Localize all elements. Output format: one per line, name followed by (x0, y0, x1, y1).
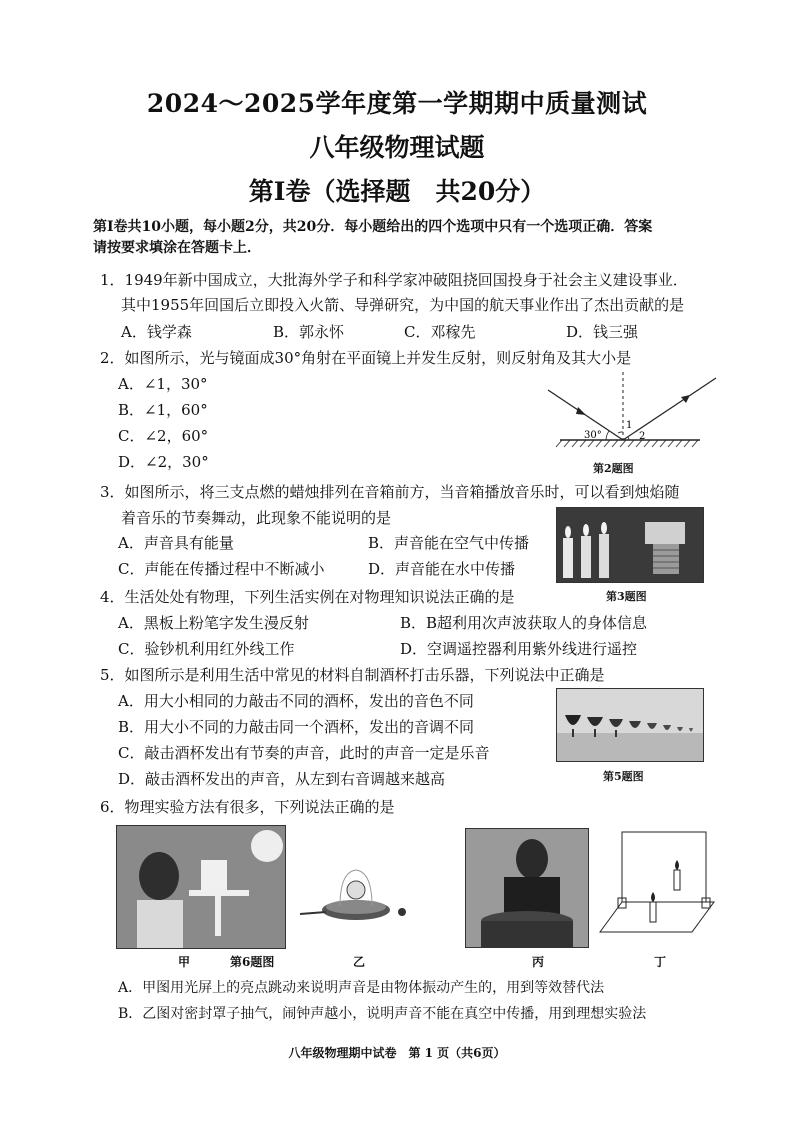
table-surface (600, 902, 714, 932)
figure-3-caption: 第3题图 (606, 590, 647, 603)
figure-6-ding-plane-mirror (598, 828, 716, 940)
candles-speaker-photo (556, 507, 704, 583)
angle-arc-1 (618, 432, 623, 433)
figure-6-caption: 第6题图 (230, 955, 275, 969)
question-5-option-a: A．用大小相同的力敲击不同的酒杯，发出的音色不同 (118, 692, 474, 710)
flame-icon (601, 522, 607, 534)
candle-icon (563, 538, 573, 578)
angle-label-1: 1 (626, 420, 633, 431)
person-icon (139, 852, 179, 900)
speaker-icon (645, 522, 685, 544)
reflected-arrow-icon (681, 395, 690, 403)
glass-plate (622, 832, 706, 902)
question-1-option-b: B．郭永怀 (273, 323, 345, 341)
figure-5-caption: 第5题图 (603, 770, 644, 783)
question-3-line-1: 3．如图所示，将三支点燃的蜡烛排列在音箱前方，当音箱播放音乐时，可以看到烛焰随 (100, 483, 680, 501)
flame-icon (675, 860, 679, 870)
figure-6-label-ding: 丁 (654, 955, 667, 969)
angle-label-2: 2 (639, 431, 646, 442)
question-1-line-1: 1．1949年新中国成立，大批海外学子和科学家冲破阻挠回国投身于社会主义建设事业． (100, 271, 688, 289)
wine-glass-icon (647, 723, 657, 729)
instructions (93, 217, 721, 259)
question-2-option-a: A．∠1，30° (118, 375, 208, 393)
wine-glass-icon (565, 715, 581, 725)
question-2-line-1: 2．如图所示，光与镜面成30°角射在平面镜上并发生反射，则反射角及其大小是 (100, 349, 632, 367)
question-5-option-d: D．敲击酒杯发出的声音，从左到右音调越来越高 (118, 770, 446, 788)
candle-icon (581, 536, 591, 578)
wine-glass-icon (587, 717, 603, 726)
angle-arc-30 (606, 431, 609, 440)
flame-icon (651, 892, 655, 902)
question-2-option-c: C．∠2，60° (118, 427, 209, 445)
question-3-option-b: B．声音能在空气中传播 (368, 534, 530, 552)
question-3-option-a: A．声音具有能量 (118, 534, 234, 552)
figure-6-label-yi: 乙 (353, 955, 366, 969)
candle-icon (650, 902, 656, 922)
page-footer: 八年级物理期中试卷 第 1 页（共6页） (288, 1046, 506, 1060)
section-title: 第Ⅰ卷（选择题 共20分） (248, 177, 546, 206)
question-1-option-c: C．邓稼先 (404, 323, 476, 341)
exam-subtitle: 八年级物理试题 (309, 133, 485, 162)
instructions-line: 第Ⅰ卷共10小题，每小题2分，共20分．每小题给出的四个选项中只有一个选项正确．答案 (93, 219, 653, 235)
question-4-option-c: C．验钞机利用红外线工作 (118, 640, 295, 658)
question-3-option-c: C．声能在传播过程中不断减小 (118, 560, 325, 578)
wine-glass-icon (629, 721, 641, 728)
question-3-line-2: 着音乐的节奏舞动，此现象不能说明的是 (121, 509, 392, 527)
reflection-diagram (540, 370, 730, 450)
figure-2-caption: 第2题图 (593, 462, 634, 475)
light-spot-icon (251, 830, 283, 862)
question-4-option-a: A．黑板上粉笔字发生漫反射 (118, 614, 309, 632)
question-2-option-d: D．∠2，30° (118, 453, 209, 471)
wine-glass-icon (677, 727, 683, 731)
wine-glass-icon (663, 725, 671, 730)
figure-6-label-jia: 甲 (178, 955, 191, 969)
figure-6-jia-photo (116, 825, 286, 949)
alarm-clock-icon (347, 881, 365, 899)
question-6-option-a: A．甲图用光屏上的亮点跳动来说明声音是由物体振动产生的，用到等效替代法 (118, 980, 605, 996)
question-5-option-c: C．敲击酒杯发出有节奏的声音，此时的声音一定是乐音 (118, 744, 490, 762)
figure-6-yi-vacuum-bell (300, 862, 410, 932)
question-5-line-1: 5．如图所示是利用生活中常见的材料自制酒杯打击乐器，下列说法中正确是 (100, 666, 605, 684)
wine-glass-icon (689, 728, 693, 732)
question-4-line-1: 4．生活处处有物理，下列生活实例在对物理知识说法正确的是 (100, 588, 515, 606)
exam-title: 2024～2025学年度第一学期期中质量测试 (146, 89, 648, 118)
flame-icon (565, 526, 571, 538)
question-1-line-2: 其中1955年回国后立即投入火箭、导弹研究，为中国的航天事业作出了杰出贡献的是 (121, 296, 685, 314)
instructions-line: 请按要求填涂在答题卡上． (93, 240, 261, 256)
question-4-option-b: B．B超利用次声波获取人的身体信息 (400, 614, 648, 632)
candle-icon (599, 534, 609, 578)
reflected-ray (623, 378, 716, 440)
wine-glasses-photo (556, 688, 704, 762)
flame-icon (583, 524, 589, 536)
question-5-option-b: B．用大小不同的力敲击同一个酒杯，发出的音调不同 (118, 718, 475, 736)
incident-arrow-icon (576, 407, 586, 415)
question-2-option-b: B．∠1，60° (118, 401, 208, 419)
figure-6-bing-photo (465, 828, 589, 948)
question-4-option-d: D．空调遥控器利用紫外线进行遥控 (400, 640, 638, 658)
candle-icon (674, 870, 680, 890)
question-3-option-d: D．声音能在水中传播 (368, 560, 516, 578)
question-1-option-d: D．钱三强 (566, 323, 639, 341)
question-6-line-1: 6．物理实验方法有很多，下列说法正确的是 (100, 798, 395, 816)
person-icon (516, 839, 548, 879)
question-6-option-b: B．乙图对密封罩子抽气，闹钟声越小，说明声音不能在真空中传播，用到理想实验法 (118, 1006, 647, 1022)
wine-glass-icon (609, 719, 623, 727)
question-1-option-a: A．钱学森 (121, 323, 192, 341)
angle-label-30: 30° (584, 430, 602, 441)
mirror-hatching (556, 440, 698, 447)
figure-6-label-bing: 丙 (532, 955, 545, 969)
